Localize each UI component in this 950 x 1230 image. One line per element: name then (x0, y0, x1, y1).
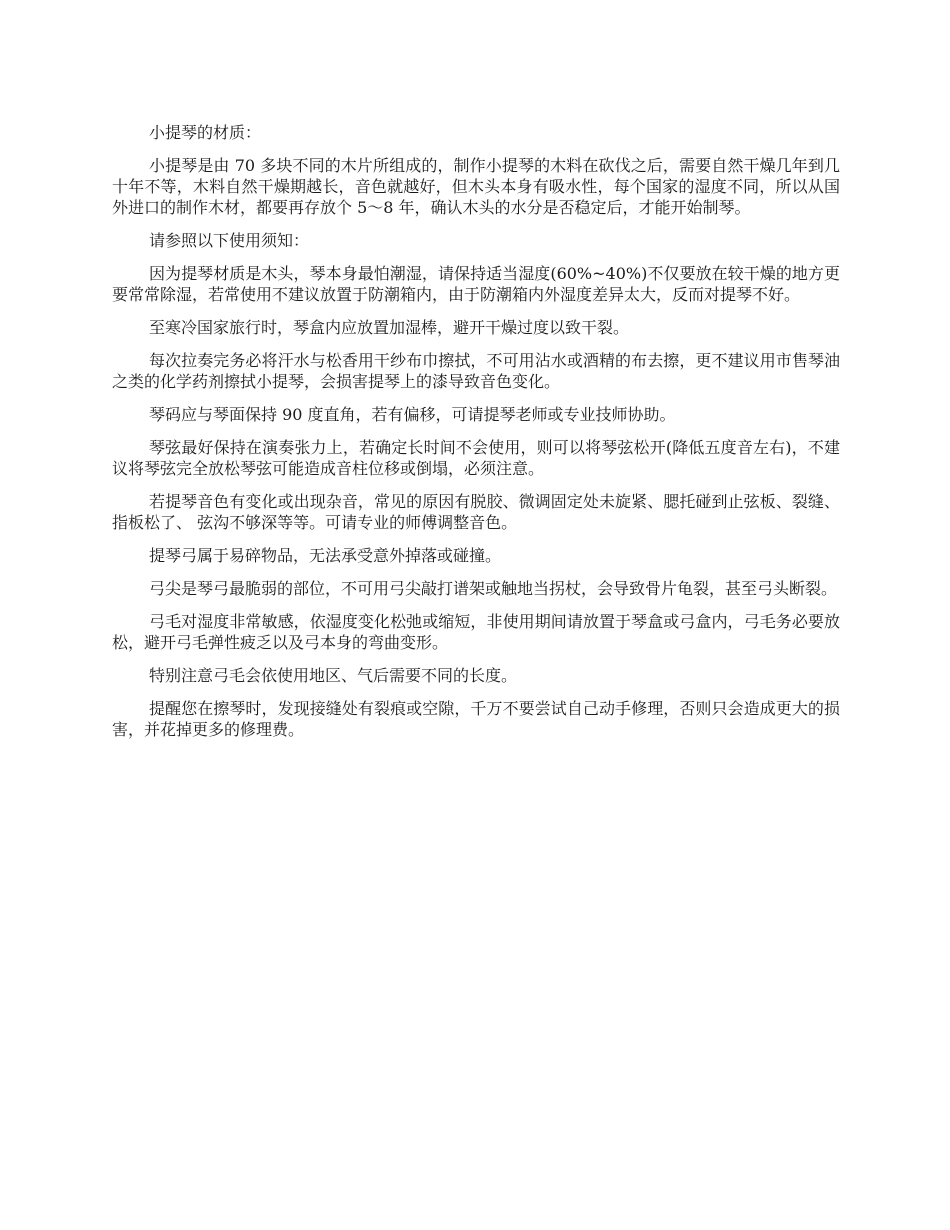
paragraph-humidity: 因为提琴材质是木头，琴本身最怕潮湿，请保持适当湿度(60%~40%)不仅要放在较干燥的地方更要常常除湿，若常使用不建议放置于防潮箱内，由于防潮箱内外湿度差异太大，反而对提琴不好。 (112, 264, 840, 304)
paragraph-bow-tip: 弓尖是琴弓最脆弱的部位，不可用弓尖敲打谱架或触地当拐杖，会导致骨片龟裂，甚至弓头断裂。 (149, 579, 838, 598)
paragraph-repair-warning: 提醒您在擦琴时，发现接缝处有裂痕或空隙，千万不要尝试自己动手修理，否则只会造成更大的损害，并花掉更多的修理费。 (112, 699, 840, 739)
paragraph-tone-issues: 若提琴音色有变化或出现杂音，常见的原因有脱胶、微调固定处未旋紧、腮托碰到止弦板、裂缝、指板松了、 弦沟不够深等等。可请专业的师傅调整音色。 (112, 492, 840, 532)
paragraph-bridge: 琴码应与琴面保持 90 度直角，若有偏移，可请提琴老师或专业技师协助。 (149, 405, 676, 424)
document-body (112, 122, 840, 752)
paragraph-bow-hair: 弓毛对湿度非常敏感，依湿度变化松弛或缩短，非使用期间请放置于琴盒或弓盒内，弓毛务必要放松，避开弓毛弹性疲乏以及弓本身的弯曲变形。 (112, 612, 840, 652)
paragraph-strings: 琴弦最好保持在演奏张力上，若确定长时间不会使用，则可以将琴弦松开(降低五度音左右)，不建议将琴弦完全放松琴弦可能造成音柱位移或倒塌，必须注意。 (112, 438, 840, 478)
paragraph-material-description: 小提琴是由 70 多块不同的木片所组成的，制作小提琴的木料在砍伐之后，需要自然干燥几年到几十年不等，木料自然干燥期越长，音色就越好，但木头本身有吸水性，每个国家的湿度不同，所以从国外进口的制作木材，都要再存放个 5～8 年，确认木头的水分是否稳定后，才能开始制琴。 (112, 156, 840, 217)
paragraph-cleaning: 每次拉奏完务必将汗水与松香用干纱布巾擦拭，不可用沾水或酒精的布去擦，更不建议用市售琴油之类的化学药剂擦拭小提琴，会损害提琴上的漆导致音色变化。 (112, 351, 840, 391)
paragraph-bow-fragile: 提琴弓属于易碎物品，无法承受意外掉落或碰撞。 (149, 546, 502, 565)
section-heading-usage-notes: 请参照以下使用须知： (149, 231, 310, 250)
paragraph-bow-hair-length: 特别注意弓毛会依使用地区、气后需要不同的长度。 (149, 666, 518, 685)
paragraph-cold-travel: 至寒冷国家旅行时，琴盒内应放置加湿棒，避开干燥过度以致干裂。 (149, 318, 630, 337)
section-heading-material: 小提琴的材质： (149, 123, 262, 142)
